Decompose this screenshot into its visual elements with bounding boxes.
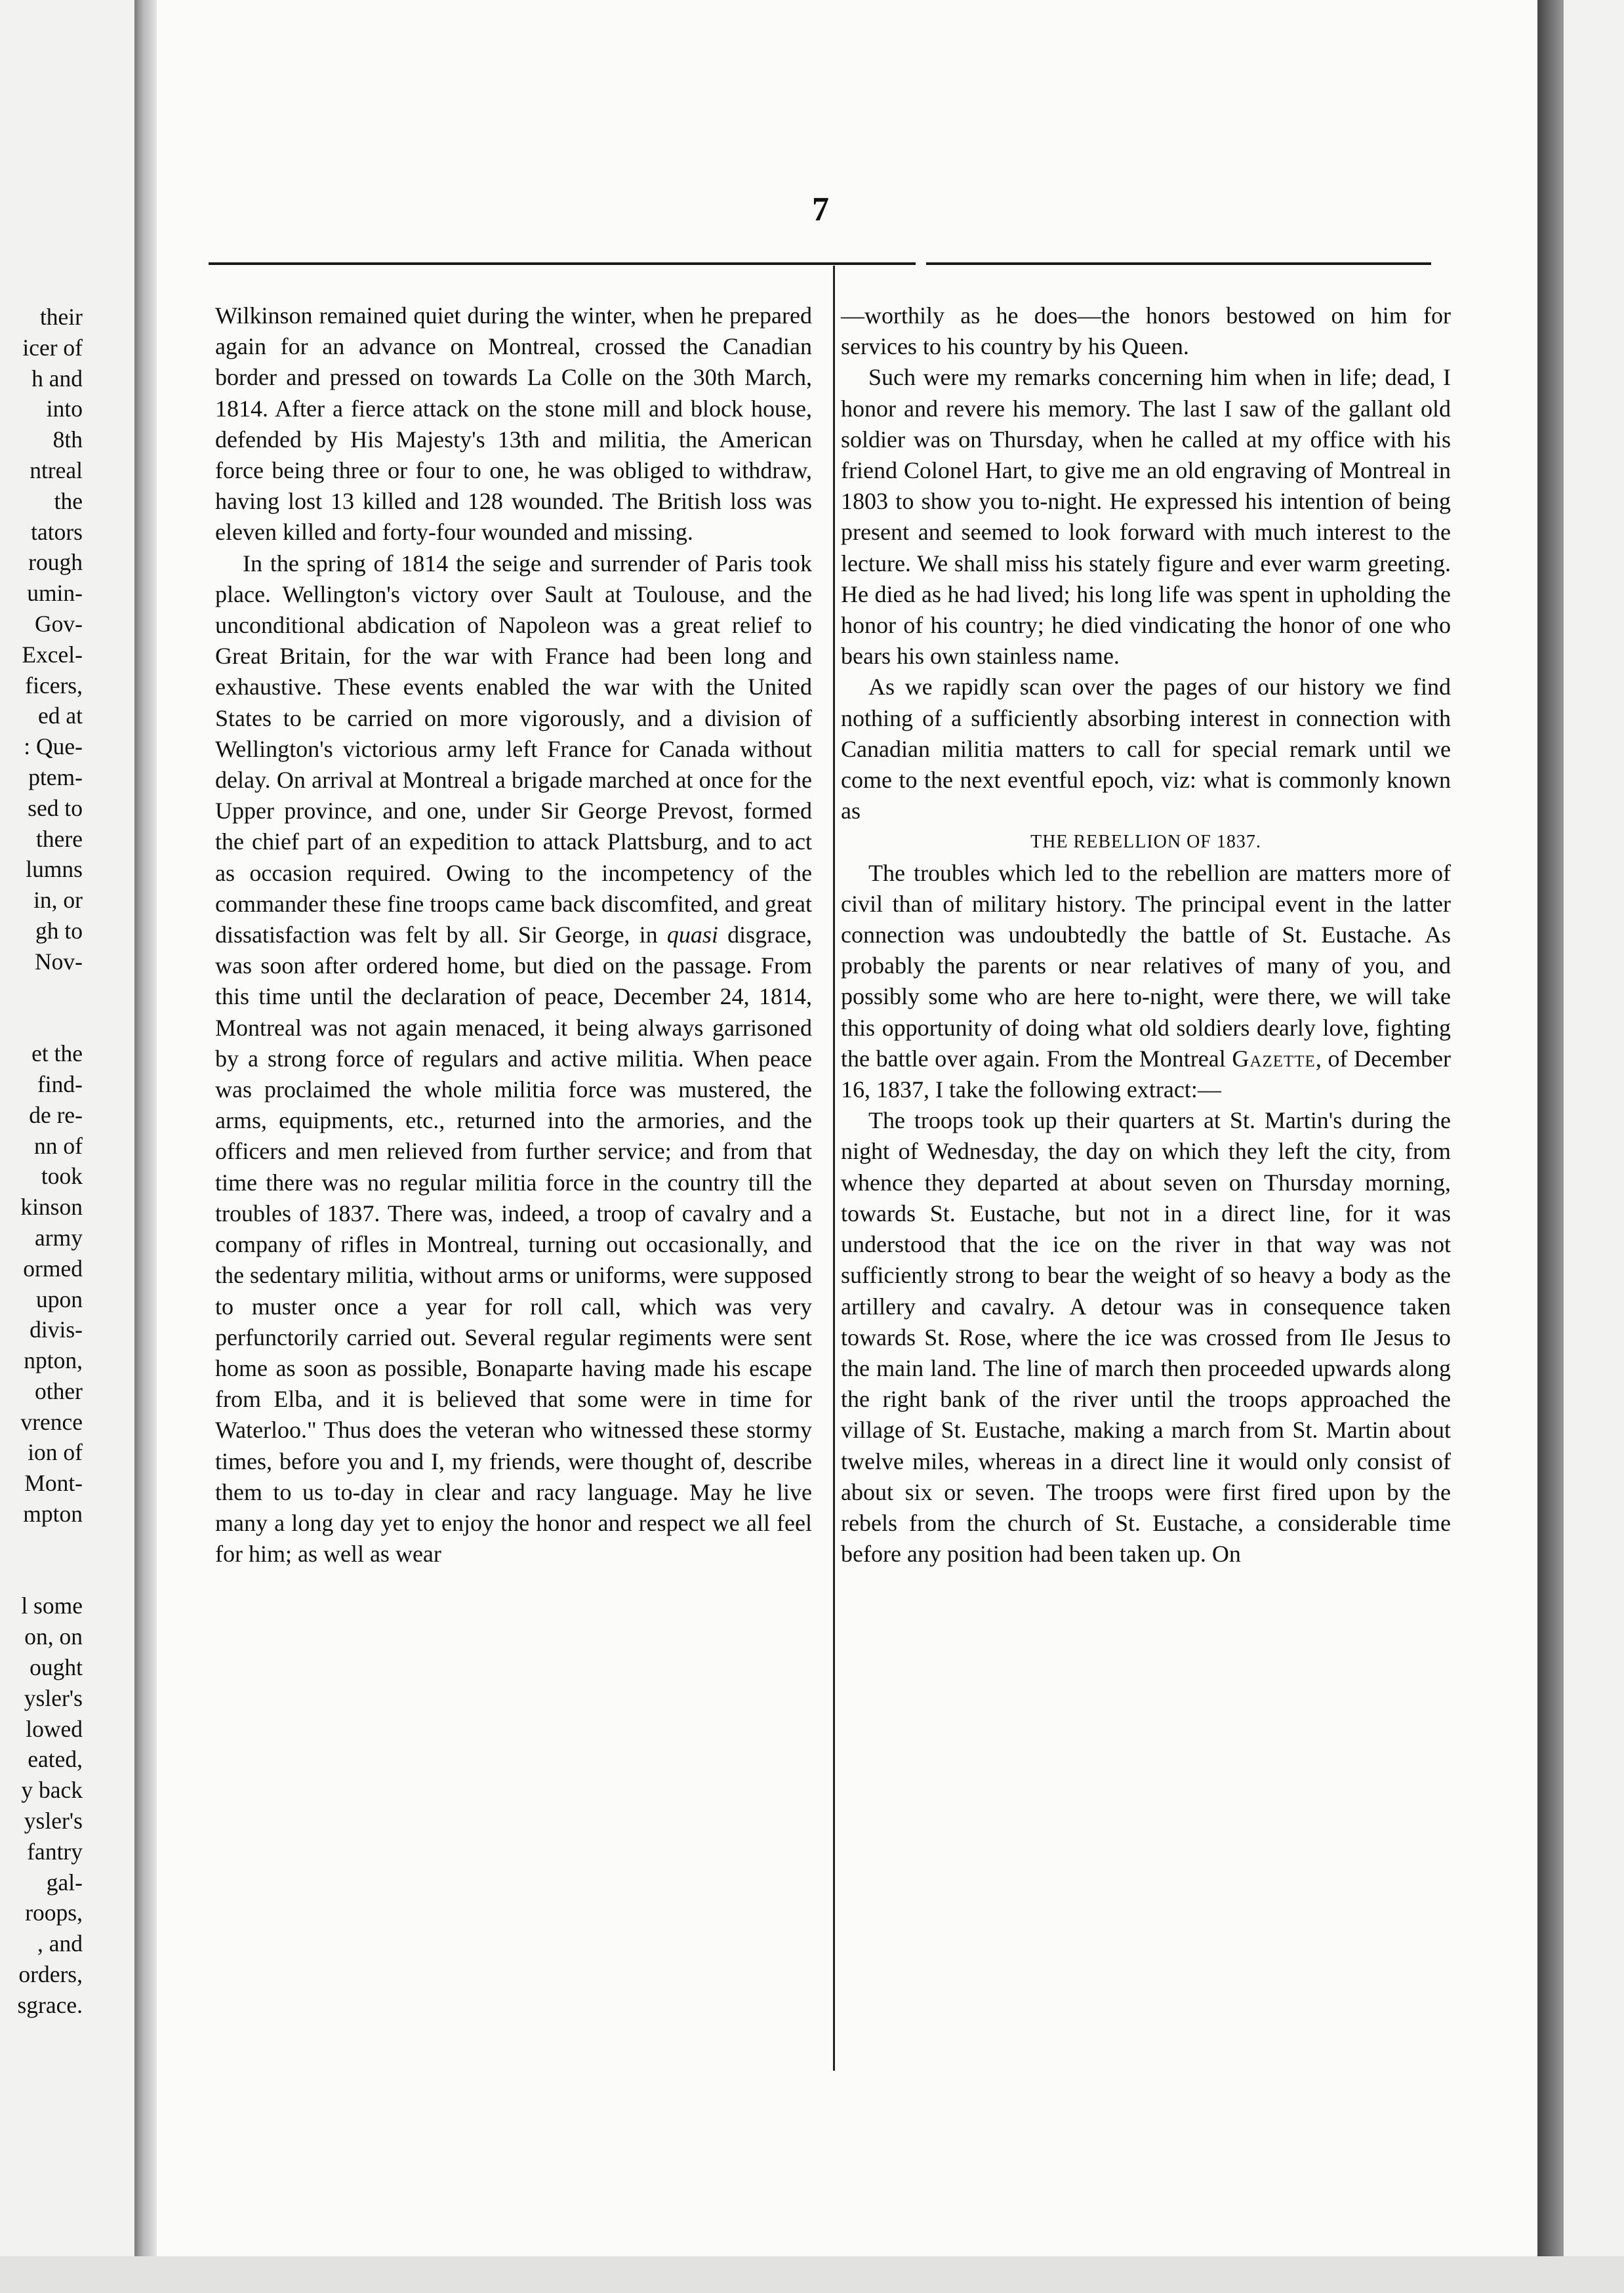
margin-text-line: ysler's: [24, 1684, 83, 1711]
margin-text-line: gal-: [46, 1869, 83, 1896]
margin-text-line: Mont-: [24, 1470, 83, 1497]
previous-page-margin-text: [0, 302, 83, 2021]
paragraph: [841, 858, 1451, 1106]
margin-text-line: 8th: [52, 426, 83, 453]
margin-text-line: army: [35, 1224, 83, 1251]
margin-text-line: ptem-: [28, 763, 83, 790]
paragraph-text: The troubles which led to the rebellion are matters more of civil than of military history. The principal event in the latter connection was undoubtedly the battle of St. Eustache. As probably the parents or near relatives of many of you, and possibly some who are here to-night, were there, we will take this opportunity of doing what old soldiers dearly love, fighting the battle over again. From the Montreal: [841, 859, 1451, 1072]
margin-text-line: Nov-: [35, 948, 83, 975]
bottom-margin: [0, 2256, 1624, 2293]
paragraph: —worthily as he does—the honors bestowed on him for services to his country by his Queen.: [841, 302, 1451, 360]
margin-text-line: upon: [36, 1286, 83, 1312]
margin-text-line: into: [46, 396, 83, 422]
margin-text-line: roops,: [25, 1899, 83, 1926]
margin-text-line: ficers,: [25, 672, 83, 699]
paragraph-text: disgrace, was soon after ordered home, but died on the passage. From this time until the declaration of peace, December 24, 1814, Montreal was not again menaced, it being always garrisoned by a strong force of regulars and active militia. When peace was proclaimed the whole militia force was mustered, the arms, equipments, etc., returned into the armories, and the officers and men relieved from further service; and from that time there was no regular militia force in the country till the troubles of 1837. There was, indeed, a troop of cavalry and a company of rifles in Montreal, turning out occasionally, and the sedentary militia, without arms or uniforms, were supposed to muster once a year for roll call, which was very perfunctorily carried out. Several regular regiments were sent home as soon as possible, Bonaparte having made his escape from Elba, and it is believed that some were in time for Waterloo." Thus does the veteran who witnessed these stormy times, before you and I, my friends, were thought of, describe them to us to-day in clear and racy language. May he live many a long day yet to enjoy the honor and respect we all feel for him; as well as wear: [215, 922, 812, 1568]
margin-text-line: orders,: [18, 1961, 83, 1988]
margin-text-line: eated,: [28, 1746, 83, 1773]
margin-text-line: their: [39, 304, 83, 330]
margin-text-line: sed to: [28, 794, 83, 821]
margin-text-line: tators: [31, 518, 83, 545]
margin-text-line: sgrace.: [17, 1991, 83, 2018]
paragraph: The troops took up their quarters at St. Martin's during the night of Wednesday, the day on which they left the city, from whence they departed at about seven on Thursday morning, towards St. Eustache, but not in a direct line, for it was understood that the ice on the river in that way was not sufficiently strong to bear the weight of so heavy a body as the artillery and cavalry. A detour was in consequence taken towards St. Rose, where the ice was crossed from Ile Jesus to the main land. The line of march then proceeded upwards along the right bank of the river until the troops approached the village of St. Eustache, making a march from St. Martin about twelve miles, whereas in a direct line it would only consist of about six or seven. The troops were first fired upon by the rebels from the church of St. Eustache, a considerable time before any position had been taken up. On: [841, 1107, 1451, 1568]
paragraph: [215, 548, 812, 1570]
margin-text-line: mpton: [23, 1501, 83, 1528]
margin-text-line: the: [54, 487, 83, 514]
italic-text: quasi: [666, 922, 718, 948]
column-divider: [833, 266, 835, 2071]
margin-text-line: [0, 1560, 83, 1591]
margin-text-line: ormed: [23, 1255, 83, 1282]
margin-text-line: Gov-: [35, 610, 83, 637]
header-rule-right: [926, 262, 1431, 265]
margin-text-line: et the: [31, 1040, 83, 1067]
paragraph: Such were my remarks concerning him when in life; dead, I honor and revere his memory. The last I saw of the gallant old soldier was on Thursday, when he called at my office with his friend Colonel Hart, to give me an old engraving of Montreal in 1803 to show you to-night. He expressed his intention of being present and seemed to look forward with much interest to the lecture. We shall miss his stately figure and ever warm greeting. He died as he had lived; his long life was spent in upholding the honor of his country; he died vindicating the honor of one who bears his own stainless name.: [841, 364, 1451, 670]
margin-text-line: on, on: [24, 1623, 83, 1650]
margin-text-line: ysler's: [24, 1808, 83, 1835]
margin-text-line: rough: [28, 549, 83, 576]
margin-text-line: fantry: [27, 1838, 83, 1865]
margin-text-line: lowed: [26, 1715, 83, 1742]
margin-text-line: [0, 1007, 83, 1038]
margin-text-line: nn of: [34, 1132, 83, 1159]
margin-text-line: , and: [37, 1930, 83, 1957]
paragraph: As we rapidly scan over the pages of our history we find nothing of a sufficiently absorbing interest in connection with Canadian militia matters to call for special remark until we come to the next eventful epoch, viz: what is commonly known as: [841, 674, 1451, 824]
page-number: 7: [812, 191, 829, 228]
margin-text-line: kinson: [20, 1194, 83, 1221]
margin-text-line: icer of: [22, 334, 83, 361]
margin-text-line: gh to: [35, 917, 83, 944]
margin-text-line: there: [36, 825, 83, 852]
margin-text-line: ought: [30, 1654, 83, 1681]
margin-text-line: took: [41, 1163, 83, 1190]
margin-text-line: ion of: [28, 1439, 83, 1466]
paragraph: Wilkinson remained quiet during the winter, when he prepared again for an advance on Montreal, crossed the Canadian border and pressed on towards La Colle on the 30th March, 1814. After a fierce attack on the stone mill and block house, defended by His Majesty's 13th and militia, the American force being three or four to one, he was obliged to withdraw, having lost 13 killed and 128 wounded. The British loss was eleven killed and forty-four wounded and missing.: [215, 302, 812, 546]
margin-text-line: other: [35, 1377, 83, 1404]
margin-text-line: lumns: [26, 856, 83, 883]
margin-text-line: h and: [31, 365, 83, 392]
section-heading: THE REBELLION OF 1837.: [1030, 832, 1261, 853]
paragraph-text: , of December 16, 1837, I take the following extract:—: [841, 1045, 1451, 1103]
left-column: [215, 300, 812, 1570]
margin-text-line: de re-: [29, 1101, 83, 1128]
margin-text-line: npton,: [24, 1347, 83, 1374]
margin-text-line: Excel-: [22, 641, 83, 668]
margin-text-line: l some: [21, 1593, 83, 1619]
right-column: [841, 300, 1451, 1570]
margin-text-line: find-: [37, 1070, 83, 1097]
margin-text-line: [0, 1530, 83, 1560]
margin-text-line: divis-: [30, 1316, 83, 1343]
margin-text-line: y back: [21, 1777, 83, 1804]
newspaper-name: Gazette: [1232, 1045, 1316, 1072]
margin-text-line: in, or: [33, 887, 83, 914]
margin-text-line: [0, 977, 83, 1008]
paragraph-text: In the spring of 1814 the seige and surrender of Paris took place. Wellington's victory over Sault at Toulouse, and the unconditional abdication of Napoleon was a great relief to Great Britain, for the war with France had been long and exhaustive. These events enabled the war with the United States to be carried on more vigorously, and a division of Wellington's victorious army left France for Canada without delay. On arrival at Montreal a brigade marched at once for the Upper province, and one, under Sir George Prevost, formed the chief part of an expedition to attack Plattsburg, and to act as occasion required. Owing to the incompetency of the commander these fine troops came back discomfited, and great dissatisfaction was felt by all. Sir George, in: [215, 550, 812, 948]
margin-text-line: vrence: [20, 1408, 83, 1435]
margin-text-line: : Que-: [24, 733, 83, 760]
header-rule-left: [209, 262, 916, 265]
page-edge-shadow: [1537, 0, 1564, 2256]
margin-text-line: umin-: [27, 580, 83, 607]
margin-text-line: ntreal: [30, 457, 83, 483]
binding-gutter: [134, 0, 157, 2256]
margin-text-line: ed at: [37, 702, 83, 729]
